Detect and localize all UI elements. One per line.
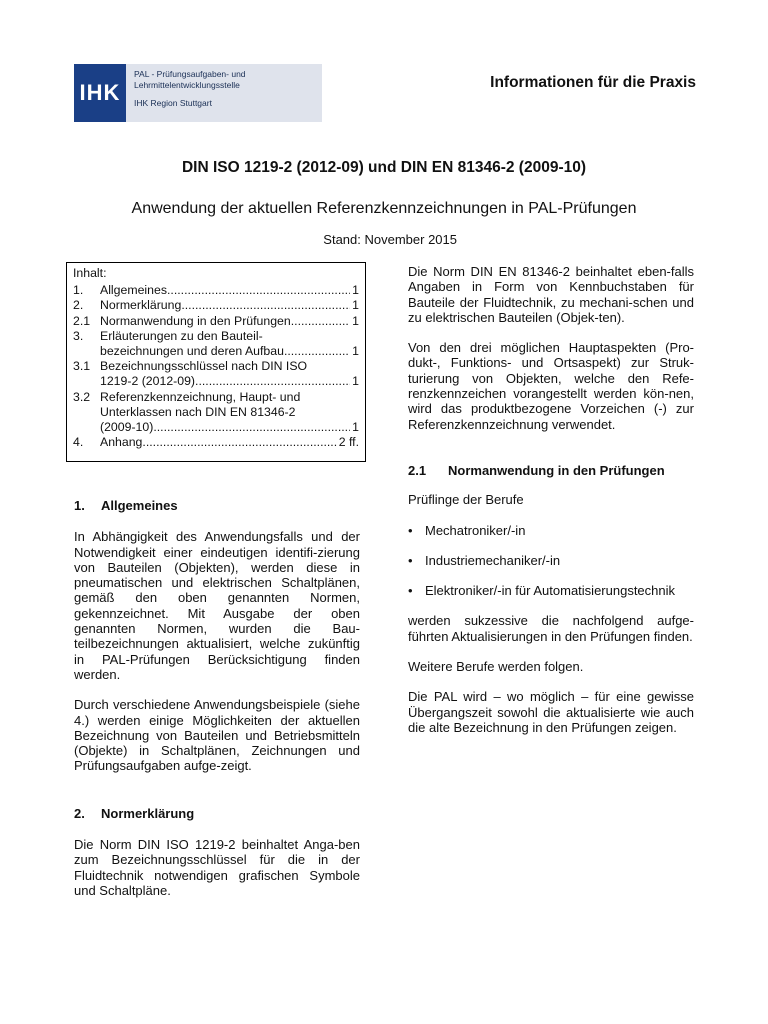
paragraph: werden sukzessive die nachfolgend aufge-führten Aktualisierungen in den Prüfungen finden.: [408, 613, 694, 644]
toc-item-label: Erläuterungen zu den Bauteil-: [100, 328, 263, 343]
toc-item-number: 3.1: [73, 359, 91, 374]
section-number: 2.: [74, 805, 85, 821]
list-item-text: Elektroniker/-in für Automatisierungstechnik: [425, 583, 676, 599]
section-heading-2-1: [408, 463, 694, 478]
paragraph: Weitere Berufe werden folgen.: [408, 659, 584, 675]
list-item-text: Mechatroniker/-in: [425, 522, 526, 538]
toc-item[interactable]: [73, 314, 359, 329]
toc-item-number: 2.1: [73, 313, 91, 328]
logo-line-2: Lehrmittelentwicklungsstelle: [134, 80, 240, 90]
toc-item[interactable]: [73, 329, 359, 359]
paragraph: In Abhängigkeit des Anwendungsfalls und der Notwendigkeit einer eindeutigen identifi-zierung von Bauteilen (Objekten), werden diese in pneumatischen und elektrischen Schaltplänen, gemäß den oben genannten Normen, gekennzeichnet. Mit Ausgabe der oben genannten Normen, wurden die Bau-teilbezeichnungen aktualisiert, welche zukünftig in PAL-Prüfungen Berücksichtigung finden werden.: [74, 529, 360, 682]
toc-item[interactable]: [73, 298, 359, 313]
toc-item[interactable]: [73, 435, 359, 450]
section-number: 2.1: [408, 462, 427, 478]
document-subtitle: Anwendung der aktuellen Referenzkennzeichnungen in PAL-Prüfungen: [131, 200, 637, 217]
toc-item-page: 2 ff.: [338, 435, 359, 450]
toc-item[interactable]: [73, 390, 359, 436]
paragraph: Die PAL wird – wo möglich – für eine gewisse Übergangszeit sowohl die aktualisierte wie auch die alte Bezeichnung in den Prüfungen zeigen.: [408, 689, 694, 735]
toc-item-label: Bezeichnungsschlüssel nach DIN ISO: [100, 359, 308, 374]
toc-item-number: 2.: [73, 298, 84, 313]
toc-item-label: Normerklärung: [100, 298, 182, 313]
paragraph: Die Norm DIN ISO 1219-2 beinhaltet Anga-ben zum Bezeichnungsschlüssel für die in der Fluidtechnik notwendigen grafischen Symbole und Schaltpläne.: [74, 837, 360, 898]
toc-item-label: 1219-2 (2012-09): [100, 374, 196, 389]
document-date: Stand: November 2015: [323, 232, 457, 247]
toc-item-number: 4.: [73, 435, 84, 450]
section-title: Allgemeines: [101, 498, 178, 513]
toc-item-label: (2009-10): [100, 420, 154, 435]
toc-item-label: Referenzkennzeichnung, Haupt- und: [100, 389, 301, 404]
toc-item-page: 1: [352, 283, 359, 298]
paragraph: Prüflinge der Berufe: [408, 492, 524, 508]
logo-mark: IHK: [74, 64, 126, 122]
toc-item-page: 1: [352, 420, 359, 435]
bullet: •: [408, 552, 413, 568]
table-of-contents: [66, 262, 366, 462]
toc-item[interactable]: [73, 359, 359, 389]
section-heading-1: [74, 498, 360, 513]
toc-item[interactable]: [73, 283, 359, 298]
toc-heading: Inhalt:: [73, 266, 107, 280]
toc-item-page: 1: [352, 313, 359, 328]
toc-item-label: Anhang: [100, 435, 143, 450]
paragraph: Die Norm DIN EN 81346-2 beinhaltet eben-falls Angaben in Form von Kennbuchstaben für Bauteile der Fluidtechnik, zu mechani-schen und zu elektrischen Bauteilen (Objek-ten).: [408, 264, 694, 325]
section-title: Normerklärung: [101, 805, 195, 821]
toc-item-label: Unterklassen nach DIN EN 81346-2: [100, 404, 296, 419]
document-title: DIN ISO 1219-2 (2012-09) und DIN EN 81346-2 (2009-10): [181, 159, 587, 176]
logo-line-3: IHK Region Stuttgart: [134, 98, 212, 108]
section-heading-2: [74, 806, 360, 821]
toc-item-page: 1: [352, 298, 359, 313]
bullet: •: [408, 522, 413, 538]
toc-item-label: bezeichnungen und deren Aufbau: [100, 344, 284, 359]
toc-item-number: 1.: [73, 283, 84, 298]
section-title: Normanwendung in den Prüfungen: [448, 462, 665, 478]
toc-item-label: Allgemeines: [100, 283, 167, 298]
list-item: [408, 583, 694, 598]
list-item: [408, 553, 694, 568]
logo-line-1: PAL - Prüfungsaufgaben- und: [134, 69, 246, 79]
left-column: [74, 498, 360, 898]
logo-text: [126, 64, 246, 122]
list-item-text: Industriemechaniker/-in: [425, 552, 561, 568]
toc-item-page: 1: [352, 344, 359, 359]
toc-item-label: Normanwendung in den Prüfungen: [100, 313, 291, 328]
toc-item-number: 3.: [73, 328, 84, 343]
section-number: 1.: [74, 498, 85, 513]
bullet: •: [408, 583, 413, 599]
ihk-logo: [74, 64, 322, 122]
paragraph: Von den drei möglichen Hauptaspekten (Pro-dukt-, Funktions- und Ortsaspekt) zur Struk-turierung von Objekten, welche den Refe-renzkennzeichen vorangestellt werden kön-nen, wird das produktbezogene Vorzeichen (-) zur Referenzkennzeichnung verwendet.: [408, 340, 694, 432]
toc-item-number: 3.2: [73, 389, 91, 404]
paragraph: Durch verschiedene Anwendungsbeispiele (siehe 4.) werden einige Möglichkeiten der aktuellen Bezeichnung von Bauteilen und Betriebsmitteln (Objekte) in Schaltplänen, Zeichnungen und Prüfungsaufgaben aufge-zeigt.: [74, 697, 360, 774]
practice-header: Informationen für die Praxis: [490, 74, 696, 91]
right-column: [408, 264, 694, 735]
list-item: [408, 523, 694, 538]
toc-item-page: 1: [352, 374, 359, 389]
